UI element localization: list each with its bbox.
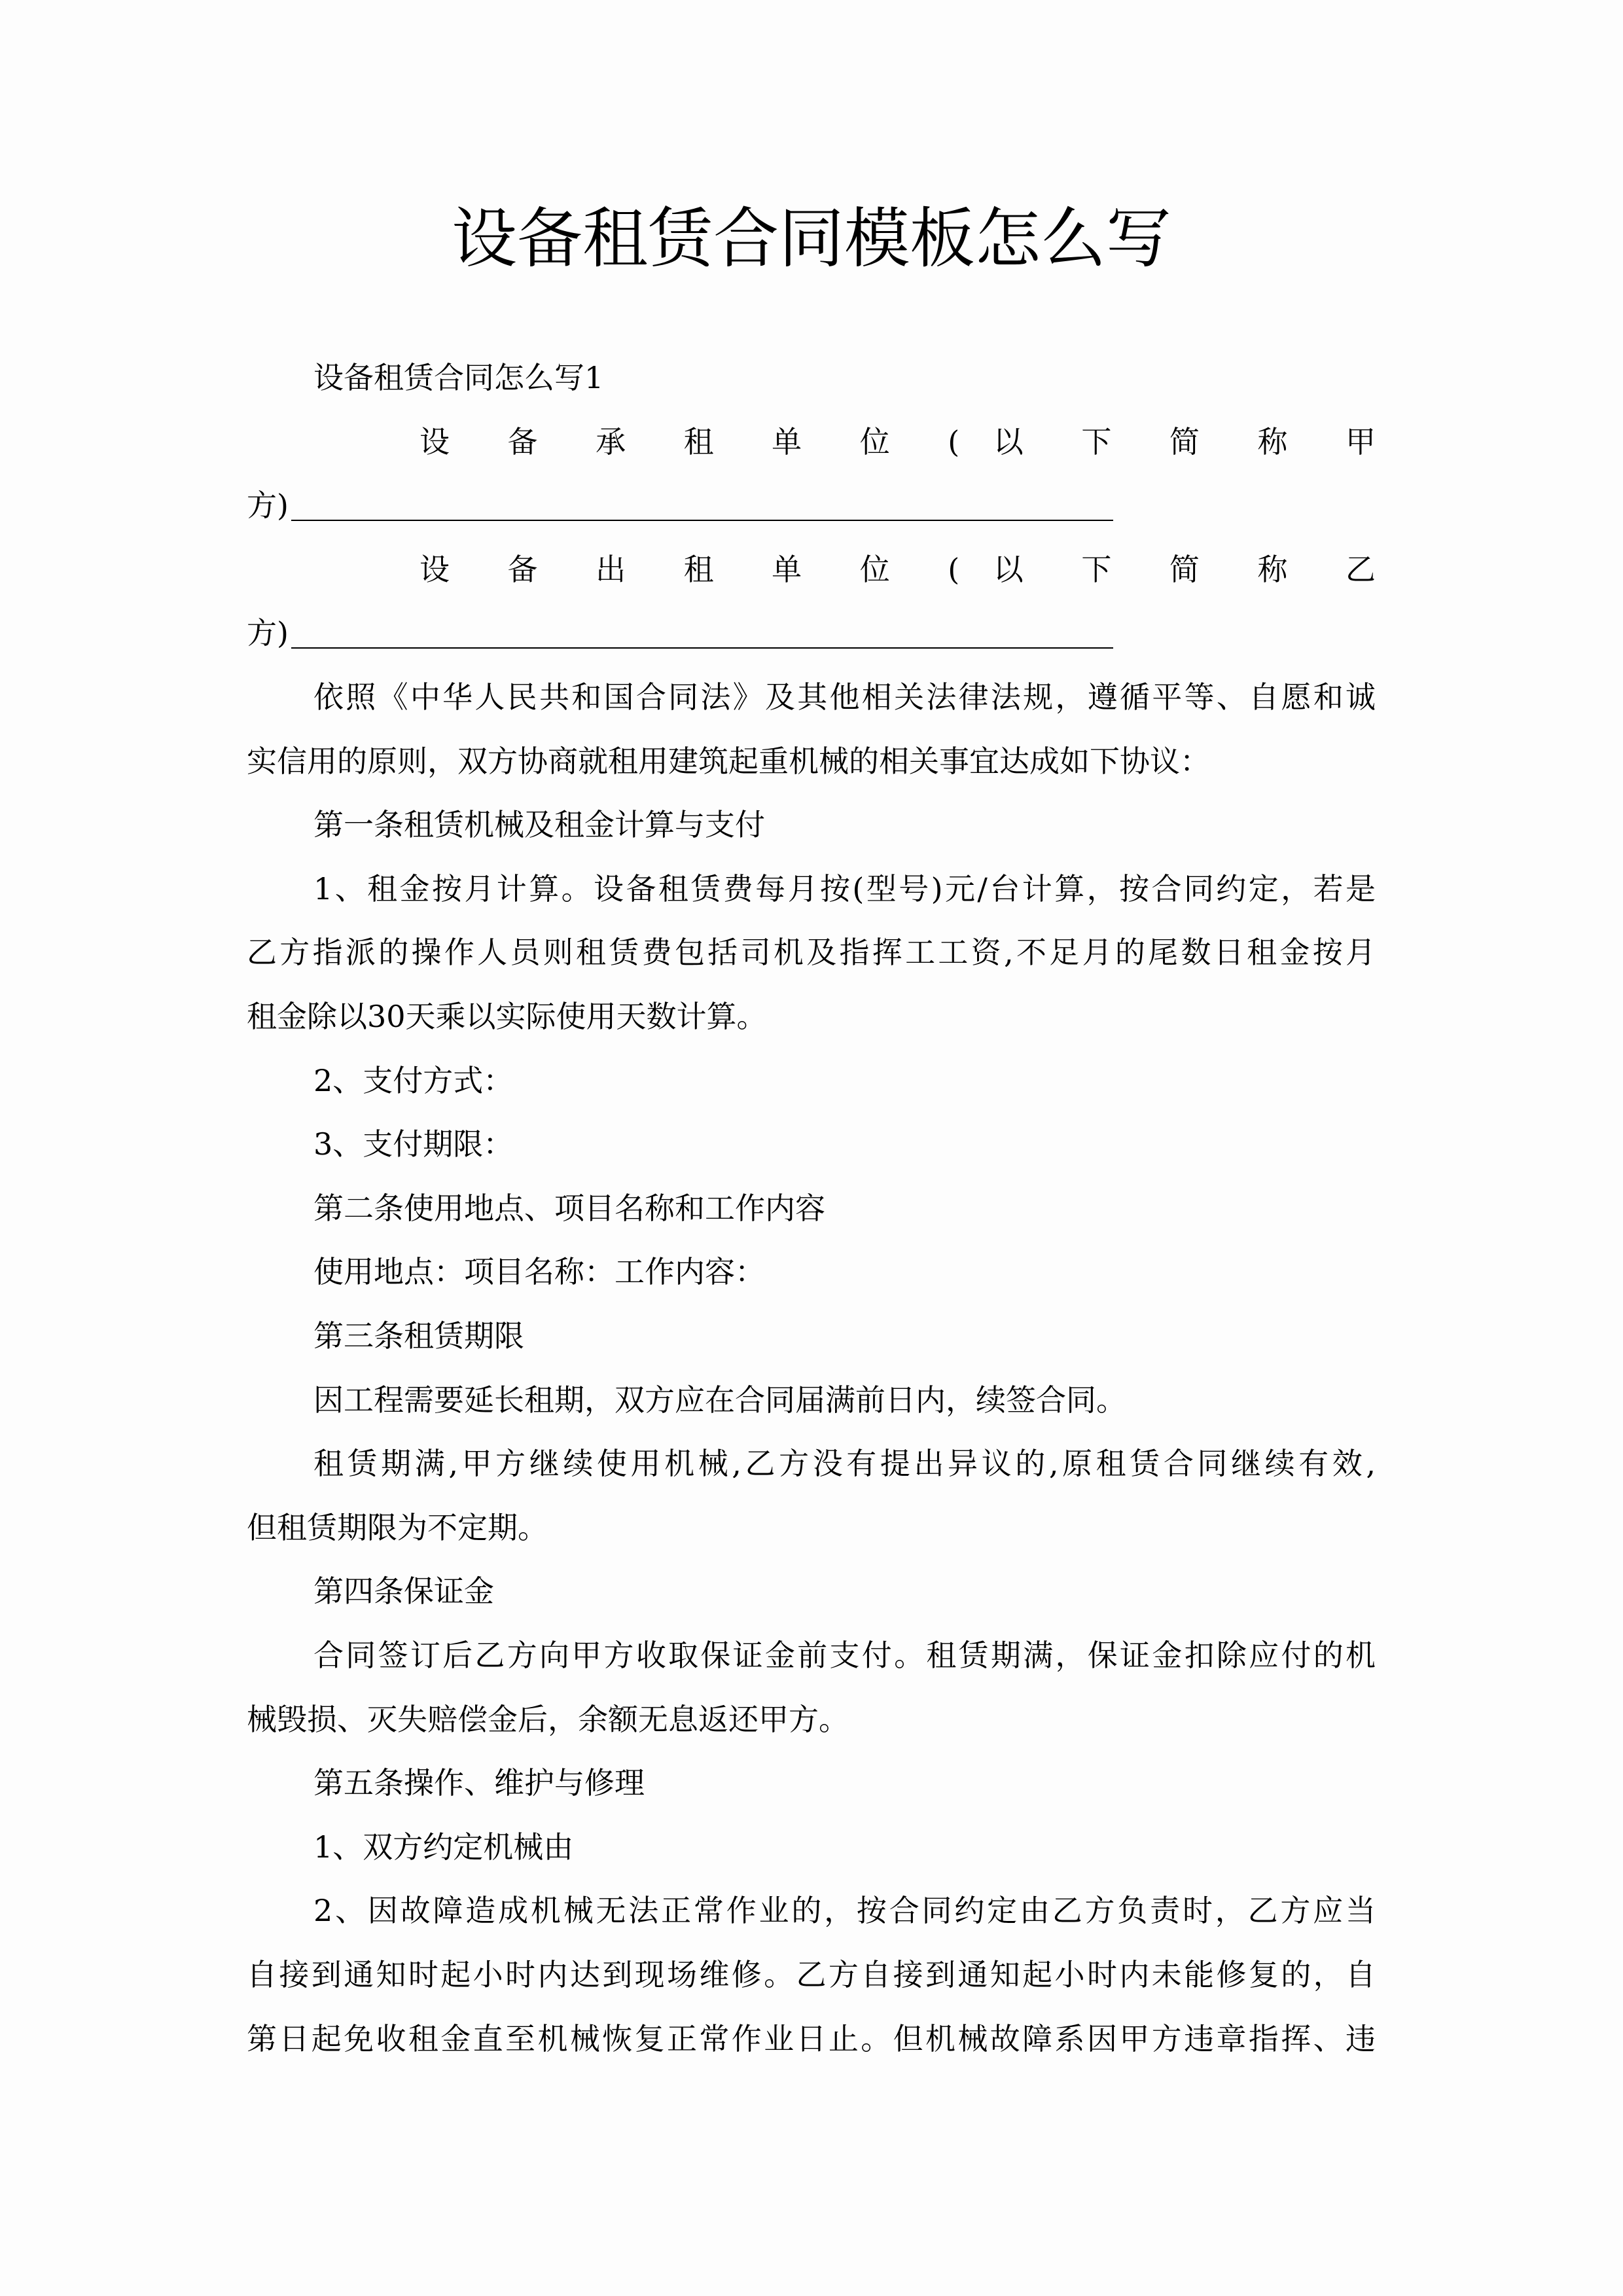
- paragraph-line: 第三条租赁期限: [313, 1318, 524, 1354]
- paragraph-line: 1、租金按月计算。设备租赁费每月按(型号)元/台计算，按合同约定，若是: [313, 871, 1376, 906]
- party-label-line: 设 备 承 租 单 位 ( 以 下 简 称 甲: [419, 424, 1376, 459]
- paragraph-line: 合同签订后乙方向甲方收取保证金前支付。租赁期满，保证金扣除应付的机: [313, 1638, 1376, 1673]
- paragraph-line: 第一条租赁机械及租金计算与支付: [313, 807, 765, 842]
- paragraph-line: 租赁期满,甲方继续使用机械,乙方没有提出异议的,原租赁合同继续有效,: [313, 1446, 1376, 1481]
- paragraph-line: 但租赁期限为不定期。: [247, 1510, 548, 1545]
- paragraph-line: 因工程需要延长租期，双方应在合同届满前日内，续签合同。: [313, 1382, 1126, 1418]
- party-blank-line: 方): [247, 615, 289, 651]
- fill-in-blank-underline: [291, 520, 1113, 521]
- paragraph-line: 实信用的原则，双方协商就租用建筑起重机械的相关事宜达成如下协议：: [247, 744, 1210, 779]
- paragraph-line: 依照《中华人民共和国合同法》及其他相关法律法规，遵循平等、自愿和诚: [313, 679, 1376, 715]
- paragraph-line: 第五条操作、维护与修理: [313, 1765, 645, 1801]
- paragraph-line: 1、双方约定机械由: [313, 1829, 574, 1865]
- paragraph-line: 第日起免收租金直至机械恢复正常作业日止。但机械故障系因甲方违章指挥、违: [247, 2021, 1376, 2056]
- fill-in-blank-underline: [291, 647, 1113, 649]
- paragraph-line: 使用地点：项目名称：工作内容：: [313, 1254, 765, 1289]
- paragraph-line: 3、支付期限：: [313, 1126, 514, 1162]
- party-blank-line: 方): [247, 488, 289, 523]
- paragraph-line: 第二条使用地点、项目名称和工作内容: [313, 1191, 825, 1226]
- paragraph-line: 械毁损、灭失赔偿金后，余额无息返还甲方。: [247, 1702, 849, 1737]
- paragraph-line: 自接到通知时起小时内达到现场维修。乙方自接到通知起小时内未能修复的，自: [247, 1957, 1376, 1992]
- document-title: 设备租赁合同模板怎么写: [452, 200, 1171, 277]
- paragraph-line: 2、因故障造成机械无法正常作业的，按合同约定由乙方负责时，乙方应当: [313, 1893, 1376, 1928]
- paragraph-line: 第四条保证金: [313, 1573, 494, 1609]
- paragraph-line: 租金除以30天乘以实际使用天数计算。: [247, 999, 767, 1034]
- paragraph-line: 设备租赁合同怎么写1: [313, 360, 604, 395]
- party-label-line: 设 备 出 租 单 位 ( 以 下 简 称 乙: [419, 552, 1376, 587]
- paragraph-line: 2、支付方式：: [313, 1063, 514, 1098]
- paragraph-line: 乙方指派的操作人员则租赁费包括司机及指挥工工资,不足月的尾数日租金按月: [247, 935, 1376, 970]
